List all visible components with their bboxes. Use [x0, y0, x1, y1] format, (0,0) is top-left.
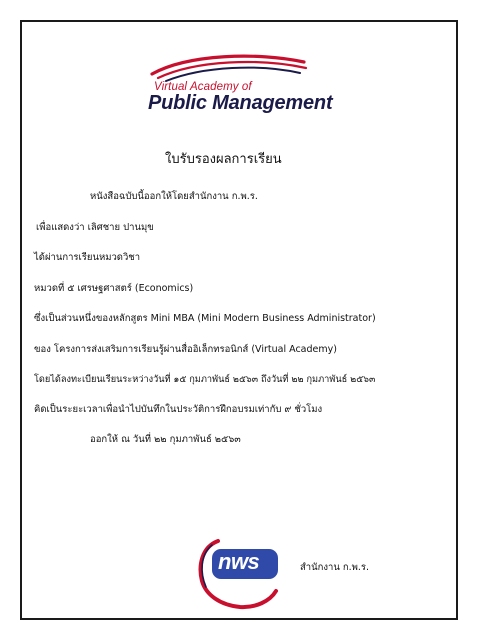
virtual-academy-logo — [148, 50, 338, 118]
course-line: ซึ่งเป็นส่วนหนึ่งของหลักสูตร Mini MBA (Mini Modern Business Administrator) — [34, 313, 376, 324]
issued-by-line: หนังสือฉบับนี้ออกให้โดยสำนักงาน ก.พ.ร. — [90, 191, 258, 202]
swoosh-icon — [148, 50, 338, 82]
hours-line: คิดเป็นระยะเวลาเพื่อนำไปบันทึกในประวัติการฝึกอบรมเท่ากับ ๙ ชั่วโมง — [34, 404, 323, 415]
project-line: ของ โครงการส่งเสริมการเรียนรู้ผ่านสื่ออิเล็กทรอนิกส์ (Virtual Academy) — [34, 344, 337, 355]
enrollment-line: โดยได้ลงทะเบียนเรียนระหว่างวันที่ ๑๕ กุมภาพันธ์ ๒๕๖๓ ถึงวันที่ ๒๒ กุมภาพันธ์ ๒๕๖๓ — [34, 374, 376, 385]
passed-line: ได้ผ่านการเรียนหมวดวิชา — [34, 252, 141, 263]
certify-line: เพื่อแสดงว่า เลิศชาย ปานมุข — [36, 222, 154, 233]
certificate-title: ใบรับรองผลการเรียน — [165, 152, 282, 167]
logo-line-2: Public Management — [148, 92, 333, 114]
issue-date-line: ออกให้ ณ วันที่ ๒๒ กุมภาพันธ์ ๒๕๖๓ — [90, 434, 241, 445]
nws-logo-text: nws — [218, 549, 260, 574]
office-name: สำนักงาน ก.พ.ร. — [300, 562, 370, 573]
nws-logo — [196, 535, 286, 613]
category-line: หมวดที่ ๕ เศรษฐศาสตร์ (Economics) — [34, 283, 194, 294]
logo-line-1: Virtual Academy of — [154, 81, 252, 93]
